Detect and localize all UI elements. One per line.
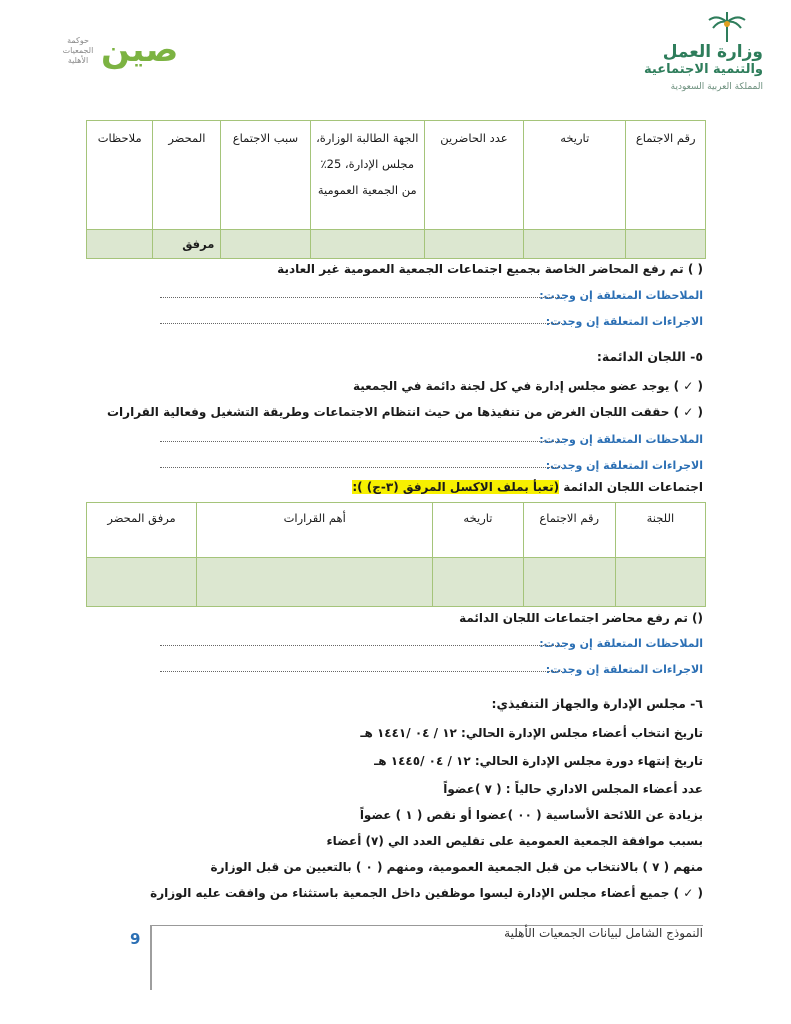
general-assembly-meetings-table <box>86 120 706 259</box>
notes-label: الملاحظات المتعلقة إن وجدت: <box>539 433 703 446</box>
cell-meeting-no[interactable] <box>523 558 615 607</box>
col-minutes: المحضر <box>153 121 221 230</box>
committee-meetings-table <box>86 502 706 607</box>
checklist-item: ( ✓ ) جميع أعضاء مجلس الإدارة ليسوا موظفين داخل الجمعية باستثناء من وافقت عليه الوزارة <box>150 886 703 900</box>
cell-notes[interactable] <box>87 230 153 259</box>
table-header-row <box>87 503 706 558</box>
actions-label: الاجراءات المتعلقة إن وجدت: <box>545 663 703 676</box>
footer-vertical-bar <box>150 925 152 990</box>
minutes-submitted-line: ( ) تم رفع المحاضر الخاصة بجميع اجتماعات الجمعية العمومية غير العادية <box>277 262 703 276</box>
col-meeting-no: رقم الاجتماع <box>523 503 615 558</box>
actions-label: الاجراءات المتعلقة إن وجدت: <box>545 459 703 472</box>
cell-requesting-party[interactable] <box>310 230 424 259</box>
country-name: المملكة العربية السعودية <box>670 82 763 92</box>
cell-committee[interactable] <box>615 558 705 607</box>
col-date: تاريخه <box>524 121 626 230</box>
excel-instruction: (تعبأ بملف الاكسل المرفق (٣-ج) ): <box>352 480 560 494</box>
committee-meetings-title <box>352 480 703 494</box>
col-minutes-attachment: مرفق المحضر <box>87 503 197 558</box>
board-composition: منهم ( ٧ ) بالانتخاب من قبل الجمعية العمومية، ومنهم ( ٠ ) بالتعيين من قبل الوزارة <box>210 860 703 874</box>
ministry-subname: والتنمية الاجتماعية <box>644 62 763 77</box>
actions-dots <box>160 323 562 324</box>
reduction-reason: بسبب موافقة الجمعية العمومية على تقليص العدد الي (٧) أعضاء <box>326 834 703 848</box>
checklist-item: ( ✓ ) يوجد عضو مجلس إدارة في كل لجنة دائمة في الجمعية <box>352 379 703 393</box>
footer-title: النموذج الشامل لبيانات الجمعيات الأهلية <box>504 926 703 940</box>
col-requesting-party: الجهة الطالبة الوزارة، مجلس الإدارة، 25٪ من الجمعية العمومية <box>310 121 424 230</box>
section-title: ٦- مجلس الإدارة والجهاز التنفيذي: <box>491 696 703 711</box>
table-row <box>87 558 706 607</box>
col-decisions: أهم القرارات <box>197 503 433 558</box>
col-attendees: عدد الحاضرين <box>424 121 523 230</box>
cell-decisions[interactable] <box>197 558 433 607</box>
ministry-name: وزارة العمل <box>662 42 763 62</box>
actions-dots <box>160 467 562 468</box>
sain-logo <box>55 30 179 80</box>
col-committee: اللجنة <box>615 503 705 558</box>
committee-meetings-label: اجتماعات اللجان الدائمة <box>563 480 703 494</box>
actions-dots <box>160 671 562 672</box>
ministry-logo <box>593 12 763 94</box>
notes-dots <box>160 645 562 646</box>
notes-dots <box>160 441 562 442</box>
members-count: عدد أعضاء المجلس الاداري حالياً : ( ٧ )عضواً <box>443 782 703 796</box>
table-row <box>87 230 706 259</box>
cell-attachment[interactable]: مرفق <box>153 230 221 259</box>
bylaws-difference: بزيادة عن اللائحة الأساسية ( ٠٠ )عضوا أو نقص ( ١ ) عضواً <box>359 808 703 822</box>
page-number: 9 <box>130 930 141 948</box>
checklist-item: ( ✓ ) حققت اللجان الغرض من تنفيذها من حيث انتظام الاجتماعات وطريقة التشغيل وفعالية القرارات <box>107 405 703 419</box>
election-date: تاريخ انتخاب أعضاء مجلس الإدارة الحالي: ١٢ / ٠٤ /١٤٤١ هـ <box>360 726 703 740</box>
sain-subtitle: حوكمة الجمعيات الأهلية <box>62 36 94 65</box>
section-title: ٥- اللجان الدائمة: <box>596 349 703 364</box>
notes-label: الملاحظات المتعلقة إن وجدت: <box>539 637 703 650</box>
col-notes: ملاحظات <box>87 121 153 230</box>
table-header-row <box>87 121 706 230</box>
term-end-date: تاريخ إنتهاء دورة مجلس الإدارة الحالي: ١٢ / ٠٤ /١٤٤٥ هـ <box>374 754 703 768</box>
cell-meeting-no[interactable] <box>626 230 706 259</box>
col-meeting-no: رقم الاجتماع <box>626 121 706 230</box>
cell-minutes-attachment[interactable] <box>87 558 197 607</box>
col-reason: سبب الاجتماع <box>221 121 310 230</box>
cell-date[interactable] <box>524 230 626 259</box>
col-date: تاريخه <box>433 503 523 558</box>
committee-minutes-line: () تم رفع محاضر اجتماعات اللجان الدائمة <box>459 611 703 625</box>
notes-label: الملاحظات المتعلقة إن وجدت: <box>539 289 703 302</box>
cell-attendees[interactable] <box>424 230 523 259</box>
actions-label: الاجراءات المتعلقة إن وجدت: <box>545 315 703 328</box>
cell-reason[interactable] <box>221 230 310 259</box>
sain-wordmark: صين <box>101 30 179 70</box>
notes-dots <box>160 297 562 298</box>
palm-icon <box>707 12 747 44</box>
cell-date[interactable] <box>433 558 523 607</box>
